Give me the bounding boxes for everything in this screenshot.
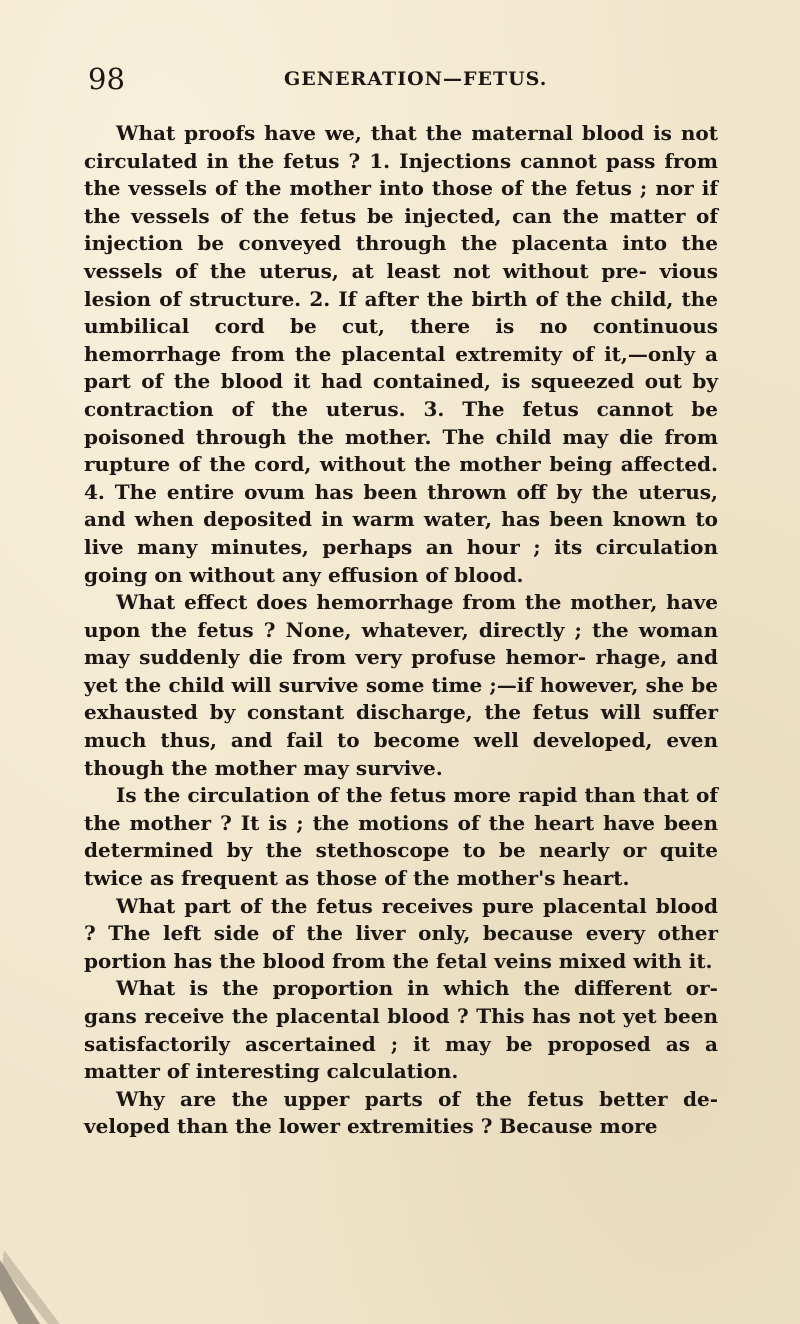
page-corner-smudge — [0, 1240, 120, 1324]
paragraph-placental-blood: What part of the fetus receives pure placental blood ? The left side of the liver only, because every other portion has the blood from the fetal veins mixed with it. — [84, 893, 718, 973]
paragraph-upper-parts: Why are the upper parts of the fetus better de- veloped than the lower extremities ? Because more — [84, 1086, 718, 1139]
paragraph-proportion: What is the proportion in which the different or- gans receive the placental blood ? This has not yet been satisfactorily ascertained ; it may be proposed as a matter of interesting calculation. — [84, 976, 718, 1084]
paragraph-maternal-blood: What proofs have we, that the maternal blood is not circulated in the fetus ? 1. Injections cannot pass from the vessels of the mother into those of the fetus ; nor if the vessels of the fetus be injected, can the matter of injection be conveyed through the placenta into the vessels of the uterus, at least not without pre- vious lesion of structure. 2. If after the birth of the child, the umbilical cord be cut, there is no continuous hemorrhage from the placental extremity of it,—only a part of the blood it had contained, is squeezed out by contraction of the uterus. 3. The fetus cannot be poisoned through the mother. The child may die from rupture of the cord, without the mother being affected. 4. The entire ovum has been thrown off by the uterus, and when deposited in warm water, has been known to live many minutes, perhaps an hour ; its circulation going on without any effusion of blood. — [84, 121, 718, 587]
running-head — [88, 62, 748, 102]
paragraph-hemorrhage: What effect does hemorrhage from the mother, have upon the fetus ? None, whatever, directly ; the woman may suddenly die from very profuse hemor- rhage, and yet the child will survive some time ;—if however, she be exhausted by constant discharge, the fetus will suffer much thus, and fail to become well developed, even though the mother may survive. — [84, 590, 718, 780]
page-number: 98 — [88, 62, 125, 96]
running-title: GENERATION—FETUS. — [284, 68, 548, 90]
body-text — [84, 120, 718, 1141]
paragraph-circulation-rate: Is the circulation of the fetus more rapid than that of the mother ? It is ; the motions of the heart have been determined by the stethoscope to be nearly or quite twice as frequent as those of the mother's heart. — [84, 783, 718, 891]
